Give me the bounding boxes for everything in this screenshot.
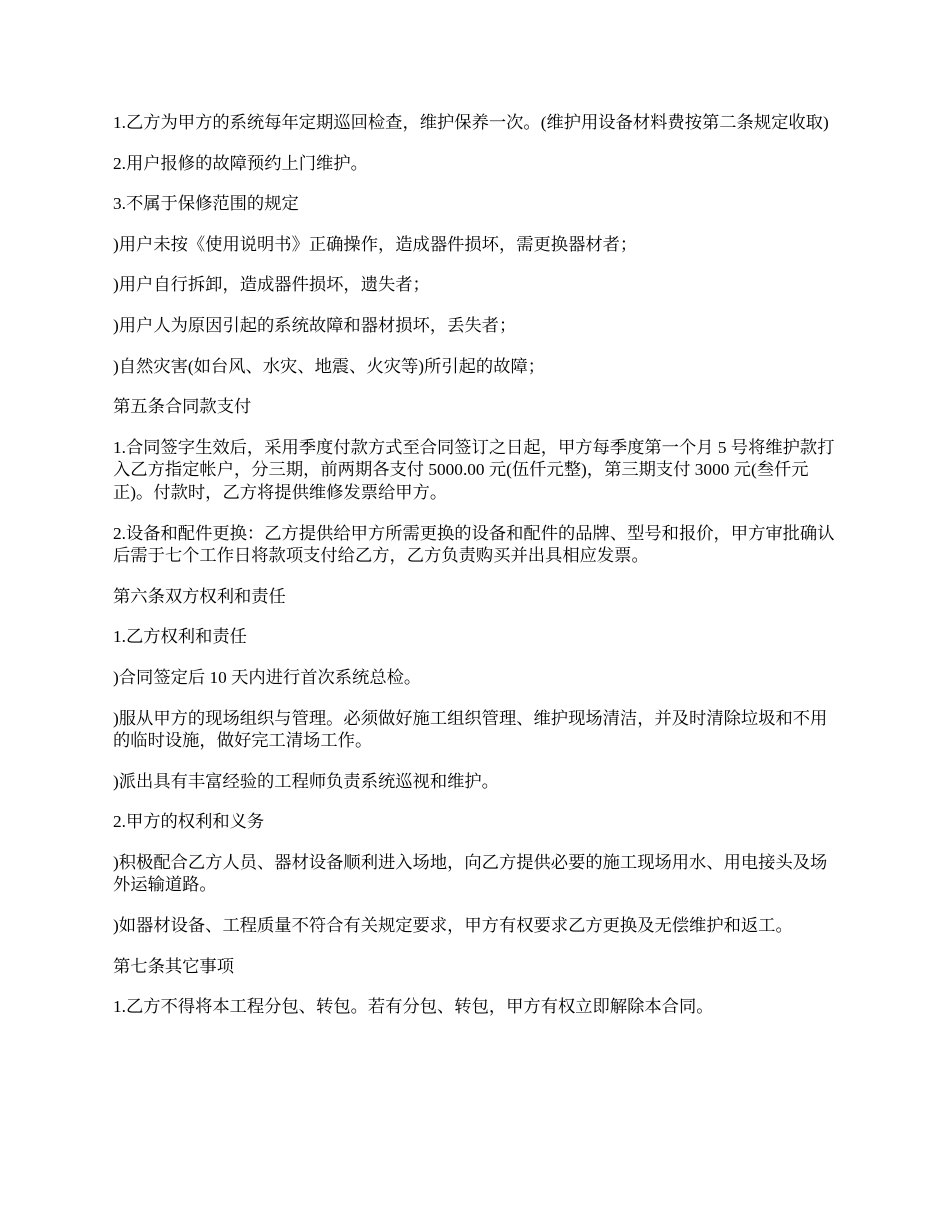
exclusion-item-human-damage: )用户人为原因引起的系统故障和器材损坏，丢失者； [113, 315, 517, 335]
clause-repair-appointment: 2.用户报修的故障预约上门维护。 [113, 153, 368, 173]
clause-no-subcontracting: 1.乙方不得将本工程分包、转包。若有分包、转包，甲方有权立即解除本合同。 [113, 997, 714, 1017]
subheading-party-a-rights: 2.甲方的权利和义务 [113, 812, 265, 832]
party-a-item-quality: )如器材设备、工程质量不符合有关规定要求，甲方有权要求乙方更换及无偿维护和返工。 [113, 916, 793, 936]
party-a-item-cooperation: )积极配合乙方人员、器材设备顺利进入场地，向乙方提供必要的施工现场用水、用电接头及场外运输道路。 [113, 852, 828, 895]
party-b-item-engineers: )派出具有丰富经验的工程师负责系统巡视和维护。 [113, 771, 499, 791]
section-heading-payment: 第五条合同款支付 [113, 397, 252, 417]
clause-parts-replacement: 2.设备和配件更换：乙方提供给甲方所需更换的设备和配件的品牌、型号和报价，甲方审批确认后需于七个工作日将款项支付给乙方，乙方负责购买并出具相应发票。 [113, 523, 835, 566]
subheading-party-b-rights: 1.乙方权利和责任 [113, 627, 247, 647]
exclusion-item-self-disassembly: )用户自行拆卸，造成器件损坏，遗失者； [113, 275, 430, 295]
exclusion-item-natural-disaster: )自然灾害(如台风、水灾、地震、火灾等)所引起的故障； [113, 356, 546, 376]
party-b-item-initial-check: )合同签定后 10 天内进行首次系统总检。 [113, 667, 422, 687]
exclusion-item-misuse: )用户未按《使用说明书》正确操作，造成器件损坏，需更换器材者； [113, 234, 638, 254]
party-b-item-site-management: )服从甲方的现场组织与管理。必须做好施工组织管理、维护现场清洁，并及时清除垃圾和不用的临时设施，做好完工清场工作。 [113, 708, 828, 751]
clause-maintenance-inspection: 1.乙方为甲方的系统每年定期巡回检查，维护保养一次。(维护用设备材料费按第二条规定收取) [113, 113, 829, 132]
section-heading-rights: 第六条双方权利和责任 [113, 586, 286, 606]
section-heading-other: 第七条其它事项 [113, 956, 234, 976]
clause-exclusions-heading: 3.不属于保修范围的规定 [113, 194, 299, 214]
clause-payment-schedule: 1.合同签字生效后，采用季度付款方式至合同签订之日起，甲方每季度第一个月 5 号将维护款打入乙方指定帐户，分三期，前两期各支付 5000.00 元(伍仟元整)，第三期支付 3000 元(叁仟元正)。付款时，乙方将提供维修发票给甲方。 [113, 437, 835, 502]
